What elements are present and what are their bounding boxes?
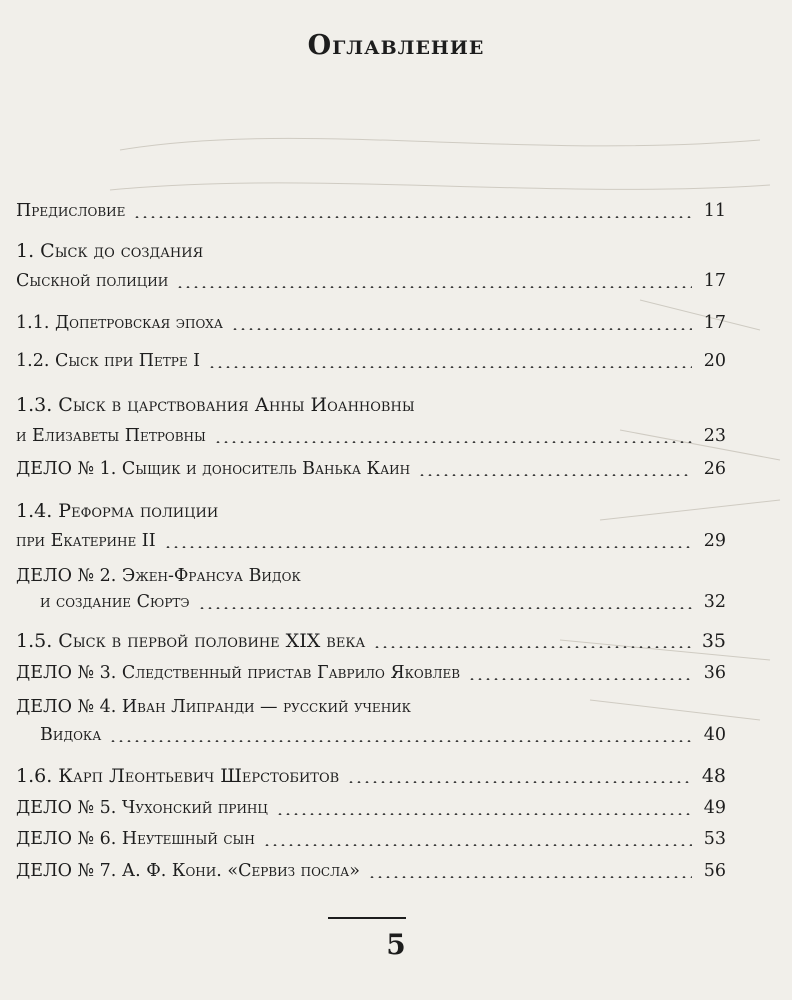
folio-rule <box>328 917 406 919</box>
page-number: 5 <box>386 928 406 961</box>
entry-title: 1.5. Сыск в первой половине XIX века <box>16 630 366 652</box>
entry-title: 1.1. Допетровская эпоха <box>16 313 223 333</box>
entry-title: Видока <box>40 725 102 745</box>
toc-entry <box>16 630 726 652</box>
toc-entry <box>16 828 726 850</box>
dot-leader <box>231 328 692 330</box>
entry-page: 53 <box>703 829 726 849</box>
dot-leader <box>263 844 692 846</box>
dot-leader <box>176 286 692 288</box>
toc-entry <box>16 765 726 787</box>
entry-title: ДЕЛО № 1. Сыщик и доноситель Ванька Каин <box>16 459 411 479</box>
dot-leader <box>276 813 692 815</box>
entry-title-line1: 1.3. Сыск в царствования Анны Иоанновны <box>16 394 415 416</box>
entry-page: 17 <box>703 313 726 333</box>
entry-title: и Елизаветы Петровны <box>16 426 206 446</box>
toc-entry <box>16 312 726 334</box>
entry-title: и создание Сюртэ <box>40 592 190 612</box>
page-title: Оглавление <box>307 30 485 61</box>
dot-leader <box>208 366 692 368</box>
dot-leader <box>164 546 692 548</box>
toc-entry <box>16 200 726 222</box>
entry-page: 36 <box>703 663 726 683</box>
entry-title: 1.6. Карп Леонтьевич Шерстобитов <box>16 765 340 787</box>
toc-entry <box>16 662 726 684</box>
entry-title: ДЕЛО № 3. Следственный пристав Гаврило Яковлев <box>16 663 461 683</box>
toc-entry <box>16 425 726 447</box>
entry-page: 17 <box>703 271 726 291</box>
entry-title-line1: 1.4. Реформа полиции <box>16 500 219 522</box>
toc-entry <box>16 350 726 372</box>
toc-entry <box>16 270 726 292</box>
entry-title: ДЕЛО № 5. Чухонский принц <box>16 798 268 818</box>
toc-entry <box>40 724 726 746</box>
entry-page: 26 <box>703 459 726 479</box>
dot-leader <box>347 781 692 783</box>
entry-page: 56 <box>703 861 726 881</box>
dot-leader <box>133 216 692 218</box>
toc-entry <box>16 530 726 552</box>
toc-entry <box>40 591 726 613</box>
entry-title: ДЕЛО № 7. А. Ф. Кони. «Сервиз посла» <box>16 861 360 881</box>
entry-title: Сыскной полиции <box>16 271 169 291</box>
entry-page: 49 <box>703 798 726 818</box>
entry-title-line1: ДЕЛО № 2. Эжен-Франсуа Видок <box>16 566 301 586</box>
toc-entry <box>16 860 726 882</box>
toc-entry <box>16 458 726 480</box>
entry-title: ДЕЛО № 6. Неутешный сын <box>16 829 255 849</box>
entry-page: 40 <box>703 725 726 745</box>
entry-title: при Екатерине II <box>16 531 156 551</box>
entry-title-line1: ДЕЛО № 4. Иван Липранди — русский ученик <box>16 697 411 717</box>
entry-page: 23 <box>703 426 726 446</box>
entry-page: 29 <box>703 531 726 551</box>
dot-leader <box>368 876 692 878</box>
dot-leader <box>198 607 692 609</box>
dot-leader <box>373 646 692 648</box>
entry-page: 35 <box>701 630 726 652</box>
toc-entry <box>16 797 726 819</box>
entry-title: 1.2. Сыск при Петре I <box>16 351 201 371</box>
dot-leader <box>418 474 692 476</box>
entry-page: 20 <box>703 351 726 371</box>
entry-page: 32 <box>703 592 726 612</box>
dot-leader <box>468 678 692 680</box>
dot-leader <box>109 740 692 742</box>
dot-leader <box>214 441 692 443</box>
entry-title: Предисловие <box>16 201 126 221</box>
entry-title-line1: 1. Сыск до создания <box>16 240 204 262</box>
entry-page: 11 <box>703 201 726 221</box>
entry-page: 48 <box>701 765 726 787</box>
